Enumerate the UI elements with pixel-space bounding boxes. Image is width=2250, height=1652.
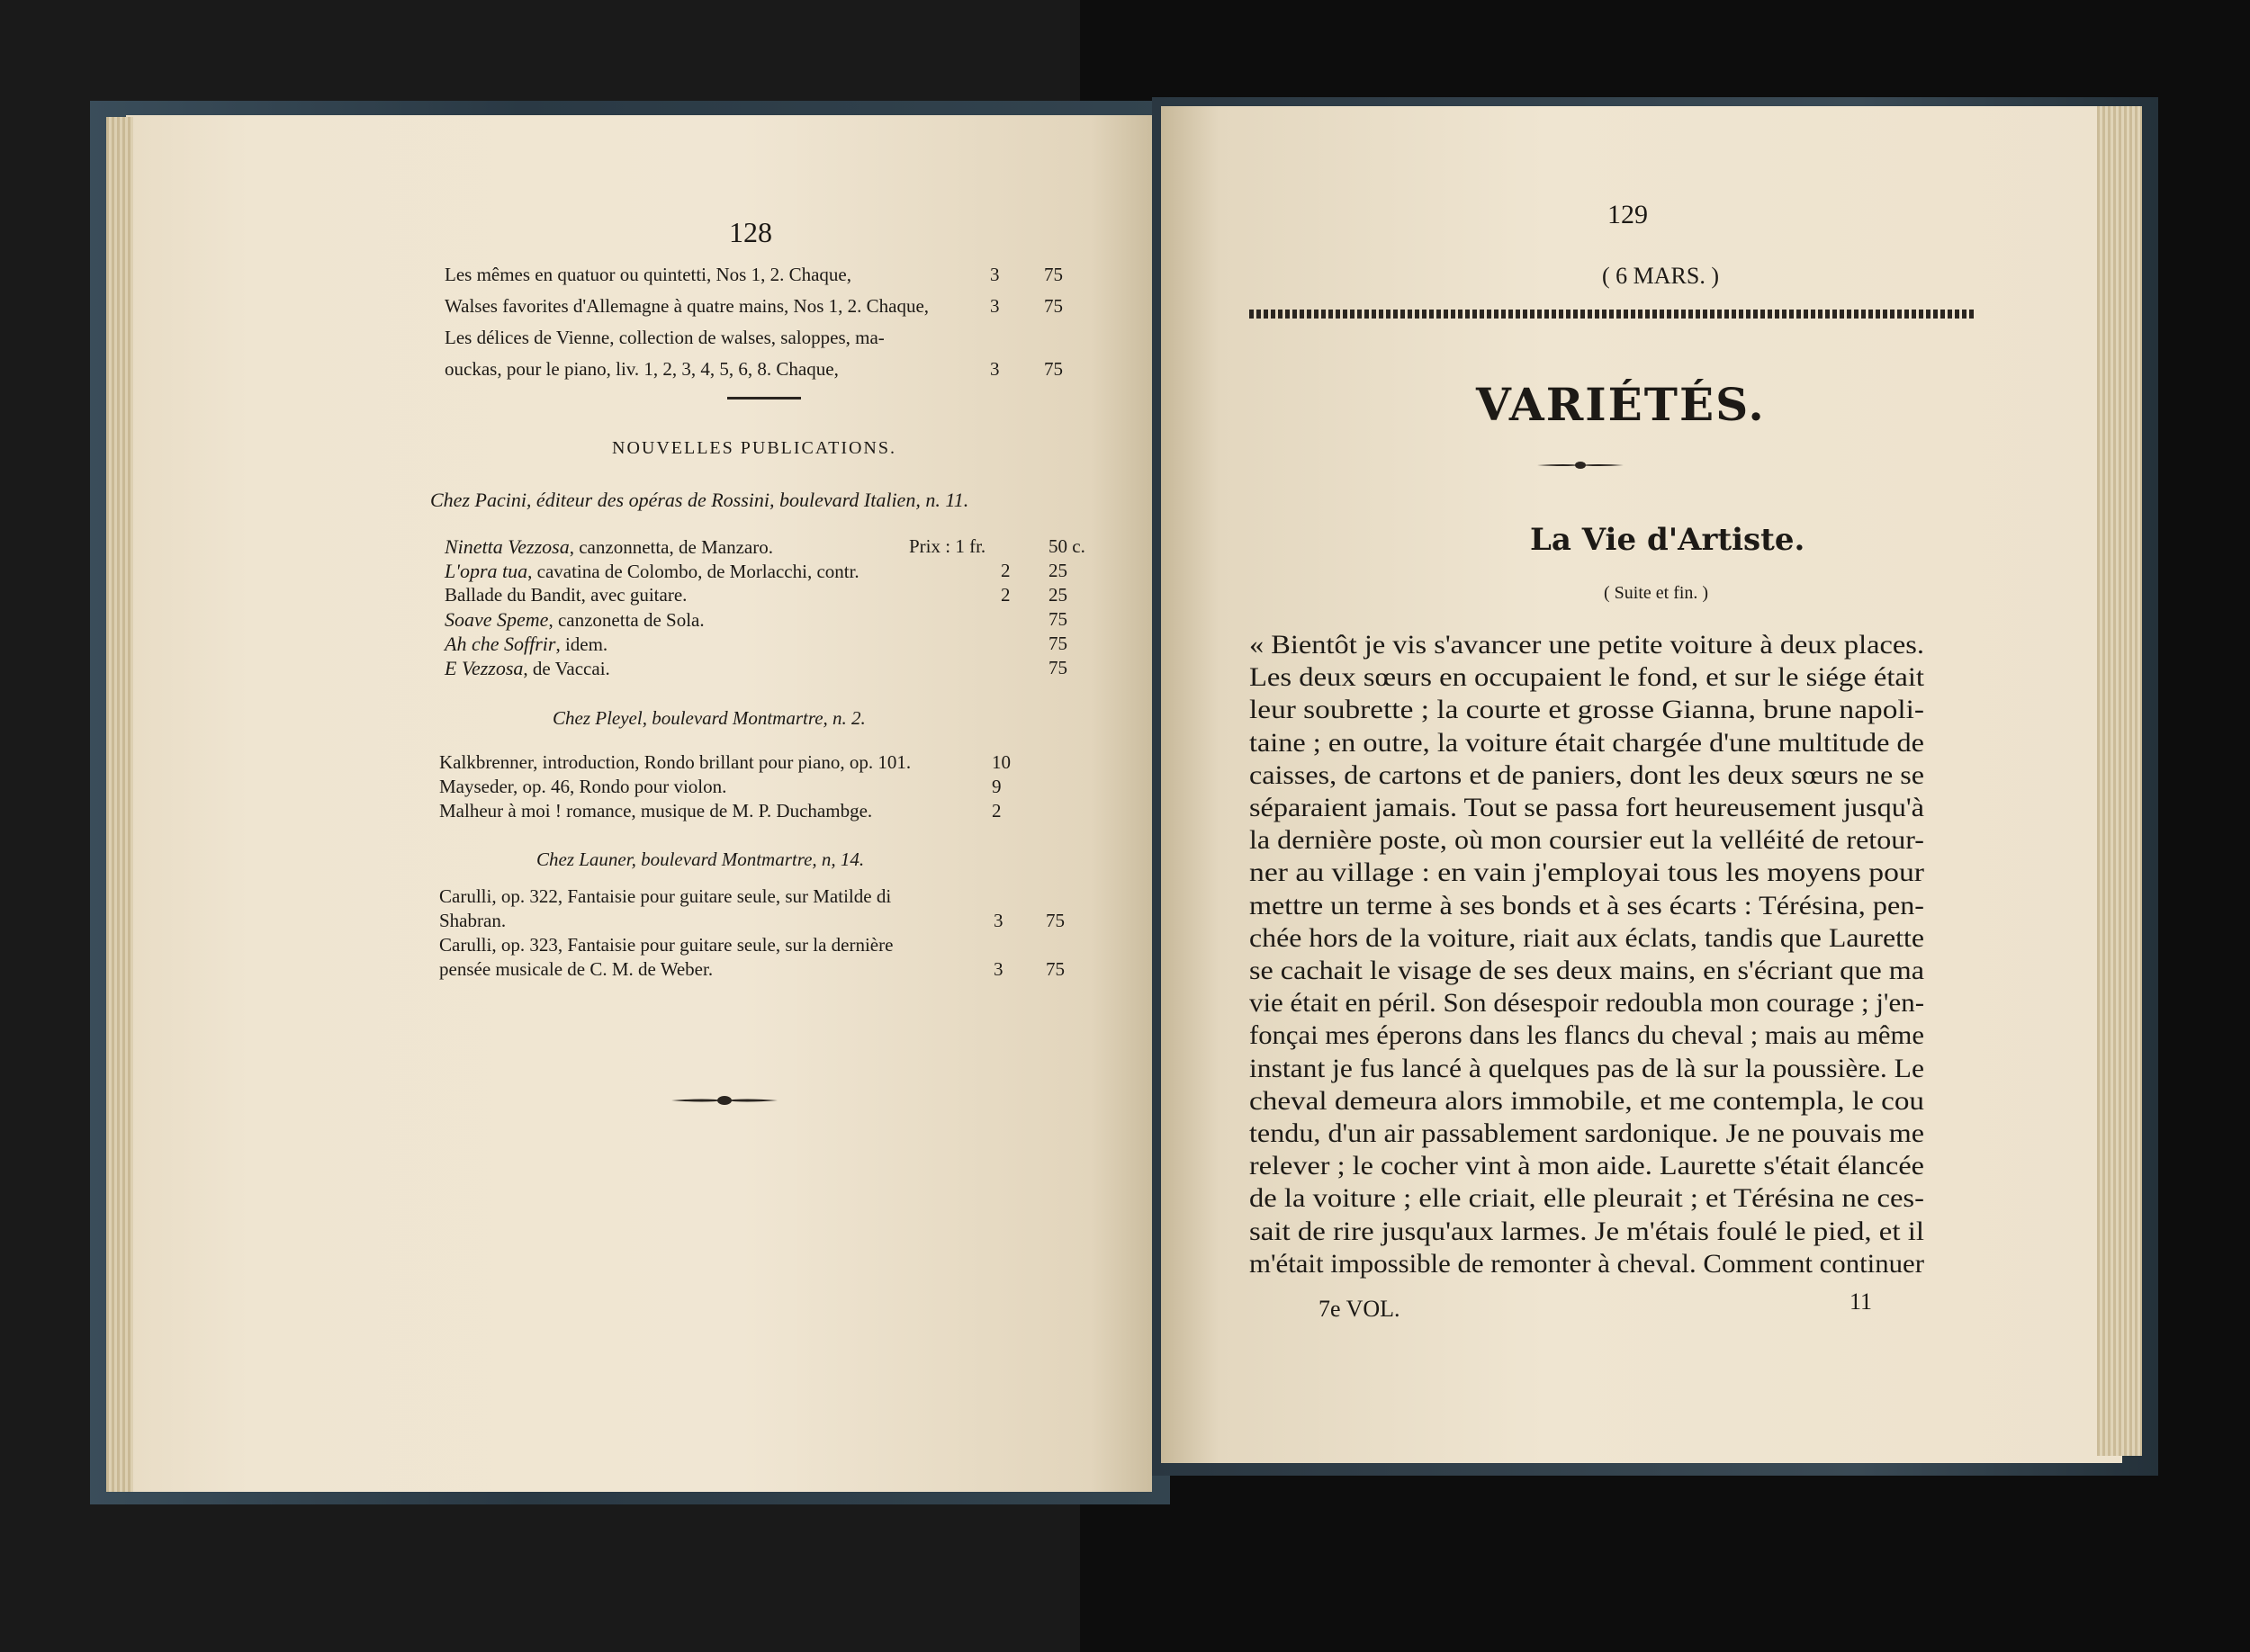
work-details: , cavatina de Colombo, de Morlacchi, contr. [527,561,860,582]
publisher-launer: Chez Launer, boulevard Montmartre, n, 14. [536,848,865,870]
listing-text: pensée musicale de C. M. de Weber. [439,958,714,980]
body-line: m'était impossible de remonter à cheval. Comment continuer [1249,1248,1924,1279]
price-centimes: 25 [1048,560,1067,581]
listing-row [445,586,687,605]
price-francs: Prix : 1 fr. [909,535,986,557]
footer-signature: 11 [1850,1288,1873,1315]
footer-volume: 7e VOL. [1318,1296,1400,1322]
work-title: Soave Speme [445,608,549,631]
body-line: vie était en péril. Son désespoir redoubla mon courage ; j'en- [1249,988,1924,1019]
work-title: E Vezzosa [445,657,524,679]
body-line: « Bientôt je vis s'avancer une petite voiture à deux places. [1249,630,1924,660]
price-centimes: 75 [1048,633,1067,654]
ornament-right-icon [1535,458,1625,472]
price-francs: 3 [994,910,1004,931]
price-centimes: 75 [1044,295,1063,317]
work-title: Ah che Soffrir [445,633,556,655]
price-centimes: 75 [1044,358,1063,380]
work-details: , canzonnetta, de Manzaro. [569,536,773,558]
body-line: leur soubrette ; la courte et grosse Gianna, brune napoli- [1249,695,1924,725]
price-francs: 2 [1001,584,1011,606]
body-line: Les deux sœurs en occupaient le fond, et sur le siége était [1249,662,1924,693]
body-line: mettre un terme à ses bonds et à ses écarts : Térésina, pen- [1249,890,1924,920]
dotted-rule [1249,310,1975,319]
publisher-pleyel: Chez Pleyel, boulevard Montmartre, n. 2. [553,707,866,729]
body-line: séparaient jamais. Tout se passa fort heureusement jusqu'à [1249,793,1924,822]
price-centimes: 75 [1048,608,1067,630]
body-line: tendu, d'un air passablement sardonique. Je ne pouvais me [1249,1118,1924,1148]
price-centimes: 75 [1046,958,1065,980]
listing-text: Kalkbrenner, introduction, Rondo brillant pour piano, op. 101. [439,751,912,773]
body-line: fonçai mes éperons dans les flancs du cheval ; mais au même [1249,1020,1924,1051]
work-title: Ninetta Vezzosa [445,535,570,558]
body-line: sait de rire jusqu'aux larmes. Je m'étais foulé le pied, et il [1249,1216,1924,1246]
work-details: , de Vaccai. [523,658,610,679]
work-details: Ballade du Bandit, avec guitare. [445,584,688,606]
price-francs: 3 [990,264,1000,285]
left-page-edges [106,117,133,1492]
price-centimes: 50 c. [1048,535,1085,557]
work-title: L'opra tua [445,560,528,582]
price-francs: 3 [990,358,1000,380]
listing-row [445,610,705,630]
body-line: ner au village : en vain j'employai tous les moyens pour [1249,857,1924,888]
price-francs: 2 [1001,560,1011,581]
body-line: relever ; le cocher vint à mon aide. Laurette s'était élancée [1249,1151,1924,1181]
body-line: de la voiture ; elle criait, elle pleurait ; et Térésina ne ces- [1249,1183,1924,1214]
price-francs: 10 [992,751,1011,773]
listing-row [445,659,610,678]
body-line: taine ; en outre, la voiture était chargée d'une multitude de [1249,727,1924,758]
price-francs: 2 [992,800,1002,822]
section-title: VARIÉTÉS. [1476,378,1766,431]
body-line: chée hors de la voiture, riait aux éclats, tandis que Laurette [1249,922,1924,953]
listing-row [445,561,860,581]
body-line: caisses, de cartons et de paniers, dont les deux sœurs ne se [1249,759,1924,790]
price-francs: 3 [990,295,1000,317]
price-francs: 9 [992,776,1002,797]
listing-text: Malheur à moi ! romance, musique de M. P. Duchambge. [439,800,873,822]
listing-text: Les délices de Vienne, collection de walses, saloppes, ma- [445,327,885,348]
body-line: instant je fus lancé à quelques pas de là sur la poussière. Le [1249,1053,1924,1083]
listing-text: Les mêmes en quatuor ou quintetti, Nos 1, 2. Chaque, [445,264,852,285]
listing-row [445,634,608,654]
left-page-number: 128 [729,216,772,248]
price-centimes: 75 [1048,657,1067,678]
listing-text: Carulli, op. 322, Fantaisie pour guitare seule, sur Matilde di [439,885,892,907]
article-subtitle: La Vie d'Artiste. [1530,522,1805,558]
listing-text: Shabran. [439,910,507,931]
right-page-number: 129 [1607,200,1648,229]
continuation-note: ( Suite et fin. ) [1604,583,1709,603]
listing-text: Mayseder, op. 46, Rondo pour violon. [439,776,727,797]
price-centimes: 75 [1046,910,1065,931]
price-centimes: 75 [1044,264,1063,285]
body-line: la dernière poste, où mon coursier eut la velléité de retour- [1249,825,1924,856]
price-centimes: 25 [1048,584,1067,606]
publisher-pacini: Chez Pacini, éditeur des opéras de Rossini, boulevard Italien, n. 11. [430,489,969,511]
work-details: , canzonetta de Sola. [548,609,705,631]
listing-text: Carulli, op. 323, Fantaisie pour guitare seule, sur la dernière [439,934,894,956]
separator-rule [727,397,801,400]
date-line: ( 6 MARS. ) [1602,263,1720,289]
right-page-edges [2097,106,2142,1456]
listing-text: ouckas, pour le piano, liv. 1, 2, 3, 4, 5, 6, 8. Chaque, [445,358,839,380]
section-heading: NOUVELLES PUBLICATIONS. [612,438,896,458]
body-line: se cachait le visage de ses deux mains, en s'écriant que ma [1249,956,1924,985]
body-line: cheval demeura alors immobile, et me contempla, le cou [1249,1085,1924,1116]
work-details: , idem. [555,633,608,655]
listing-row [445,537,773,557]
listing-text: Walses favorites d'Allemagne à quatre mains, Nos 1, 2. Chaque, [445,295,930,317]
ornament-left-icon [670,1091,779,1110]
price-francs: 3 [994,958,1004,980]
